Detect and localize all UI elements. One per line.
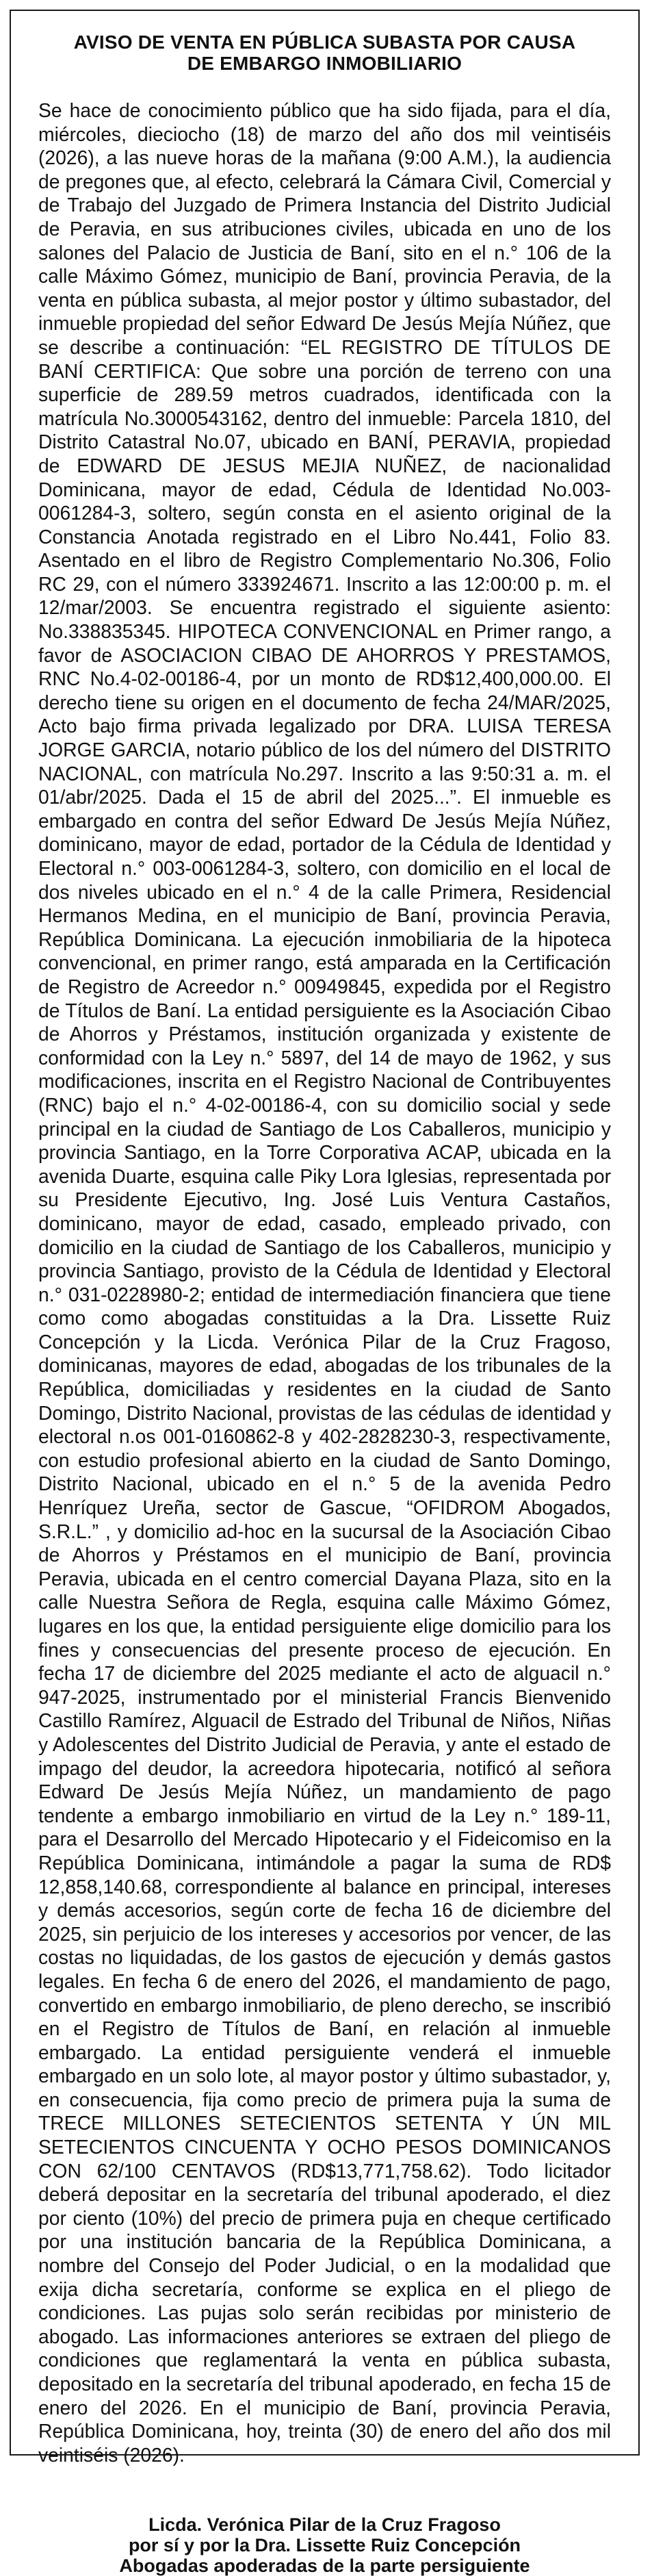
notice-title — [38, 31, 611, 74]
legal-notice — [10, 10, 640, 2576]
signature-block — [38, 2514, 611, 2576]
signature-representation: por sí y por la Dra. Lissette Ruiz Concepción — [128, 2535, 521, 2556]
signature-name: Licda. Verónica Pilar de la Cruz Fragoso — [148, 2514, 501, 2536]
notice-body: Se hace de conocimiento público que ha sido fijada, para el día, miércoles, dieciocho (18) de marzo del año dos mil veintiséis (2026), a las nueve horas de la mañana (9:00 A.M.), la audiencia de pregones que, al efecto, celebrará la Cámara Civil, Comercial y de Trabajo del Juzgado de Primera Instancia del Distrito Judicial de Peravia, en sus atribuciones civiles, ubicada en uno de los salones del Palacio de Justicia de Baní, sito en el n.° 106 de la calle Máximo Gómez, municipio de Baní, provincia Peravia, de la venta en pública subasta, al mejor postor y último subastador, del inmueble propiedad del señor Edward De Jesús Mejía Núñez, que se describe a continuación: “EL REGISTRO DE TÍTULOS DE BANÍ CERTIFICA: Que sobre una porción de terreno con una superficie de 289.59 metros cuadrados, identificada con la matrícula No.3000543162, dentro del inmueble: Parcela 1810, del Distrito Catastral No.07, ubicado en BANÍ, PERAVIA, propiedad de EDWARD DE JESUS MEJIA NUÑEZ, de nacionalidad Dominicana, mayor de edad, Cédula de Identidad No.003-0061284-3, soltero, según consta en el asiento original de la Constancia Anotada registrado en el Libro No.441, Folio 83. Asentado en el libro de Registro Complementario No.306, Folio RC 29, con el número 333924671. Inscrito a las 12:00:00 p. m. el 12/mar/2003. Se encuentra registrado el siguiente asiento: No.338835345. HIPOTECA CONVENCIONAL en Primer rango, a favor de ASOCIACION CIBAO DE AHORROS Y PRESTAMOS, RNC No.4-02-00186-4, por un monto de RD$12,400,000.00. El derecho tiene su origen en el documento de fecha 24/MAR/2025, Acto bajo firma privada legalizado por DRA. LUISA TERESA JORGE GARCIA, notario público de los del número del DISTRITO NACIONAL, con matrícula No.297. Inscrito a las 9:50:31 a. m. el 01/abr/2025. Dada el 15 de abril del 2025...”. El inmueble es embargado en contra del señor Edward De Jesús Mejía Núñez, dominicano, mayor de edad, portador de la Cédula de Identidad y Electoral n.° 003-0061284-3, soltero, con domicilio en el local de dos niveles ubicado en el n.° 4 de la calle Primera, Residencial Hermanos Medina, en el municipio de Baní, provincia Peravia, República Dominicana. La ejecución inmobiliaria de la hipoteca convencional, en primer rango, está amparada en la Certificación de Registro de Acreedor n.° 00949845, expedida por el Registro de Títulos de Baní. La entidad persiguiente es la Asociación Cibao de Ahorros y Préstamos, institución organizada y existente de conformidad con la Ley n.° 5897, del 14 de mayo de 1962, y sus modificaciones, inscrita en el Registro Nacional de Contribuyentes (RNC) bajo el n.° 4-02-00186-4, con su domicilio social y sede principal en la ciudad de Santiago de Los Caballeros, municipio y provincia Santiago, en la Torre Corporativa ACAP, ubicada en la avenida Duarte, esquina calle Piky Lora Iglesias, representada por su Presidente Ejecutivo, Ing. José Luis Ventura Castaños, dominicano, mayor de edad, casado, empleado privado, con domicilio en la ciudad de Santiago de los Caballeros, municipio y provincia Santiago, provisto de la Cédula de Identidad y Electoral n.° 031-0228980-2; entidad de intermediación financiera que tiene como como abogadas constituidas a la Dra. Lissette Ruiz Concepción y la Licda. Verónica Pilar de la Cruz Fragoso, dominicanas, mayores de edad, abogadas de los tribunales de la República, domiciliadas y residentes en la ciudad de Santo Domingo, Distrito Nacional, provistas de las cédulas de identidad y electoral n.os 001-0160862-8 y 402-2828230-3, respectivamente, con estudio profesional abierto en la ciudad de Santo Domingo, Distrito Nacional, ubicado en el n.° 5 de la avenida Pedro Henríquez Ureña, sector de Gascue, “OFIDROM Abogados, S.R.L.” , y domicilio ad-hoc en la sucursal de la Asociación Cibao de Ahorros y Préstamos en el municipio de Baní, provincia Peravia, ubicada en el centro comercial Dayana Plaza, sito en la calle Nuestra Señora de Regla, esquina calle Máximo Gómez, lugares en los que, la entidad persiguiente elige domicilio para los fines y consecuencias del presente proceso de ejecución. En fecha 17 de diciembre del 2025 mediante el acto de alguacil n.° 947-2025, instrumentado por el ministerial Francis Bienvenido Castillo Ramírez, Alguacil de Estrado del Tribunal de Niños, Niñas y Adolescentes del Distrito Judicial de Peravia, y ante el estado de impago del deudor, la acreedora hipotecaria, notificó al señora Edward De Jesús Mejía Núñez, un mandamiento de pago tendente a embargo inmobiliario en virtud de la Ley n.° 189-11, para el Desarrollo del Mercado Hipotecario y el Fideicomiso en la República Dominicana, intimándole a pagar la suma de RD$ 12,858,140.68, correspondiente al balance en principal, intereses y demás accesorios, según corte de fecha 16 de diciembre del 2025, sin perjuicio de los intereses y accesorios por vencer, de las costas no liquidadas, de los gastos de ejecución y demás gastos legales. En fecha 6 de enero del 2026, el mandamiento de pago, convertido en embargo inmobiliario, de pleno derecho, se inscribió en el Registro de Títulos de Baní, en relación al inmueble embargado. La entidad persiguiente venderá el inmueble embargado en un solo lote, al mayor postor y último subastador, y, en consecuencia, fija como precio de primera puja la suma de TRECE MILLONES SETECIENTOS SETENTA Y ÚN MIL SETECIENTOS CINCUENTA Y OCHO PESOS DOMINICANOS CON 62/100 CENTAVOS (RD$13,771,758.62). Todo licitador deberá depositar en la secretaría del tribunal apoderado, el diez por ciento (10%) del precio de primera puja en cheque certificado por una institución bancaria de la República Dominicana, a nombre del Consejo del Poder Judicial, o en la modalidad que exija dicha secretaría, conforme se explica en el pliego de condiciones. Las pujas solo serán recibidas por ministerio de abogado. Las informaciones anteriores se extraen del pliego de condiciones que reglamentará la venta en pública subasta, depositado en la secretaría del tribunal apoderado, en fecha 15 de enero del 2026. En el municipio de Baní, provincia Peravia, República Dominicana, hoy, treinta (30) de enero del año dos mil veintiséis (2026). — [38, 99, 611, 2466]
signature-role: Abogadas apoderadas de la parte persiguiente — [119, 2555, 530, 2576]
notice-title-line-2: DE EMBARGO INMOBILIARIO — [187, 53, 462, 74]
notice-title-line-1: AVISO DE VENTA EN PÚBLICA SUBASTA POR CAUSA — [73, 31, 576, 53]
